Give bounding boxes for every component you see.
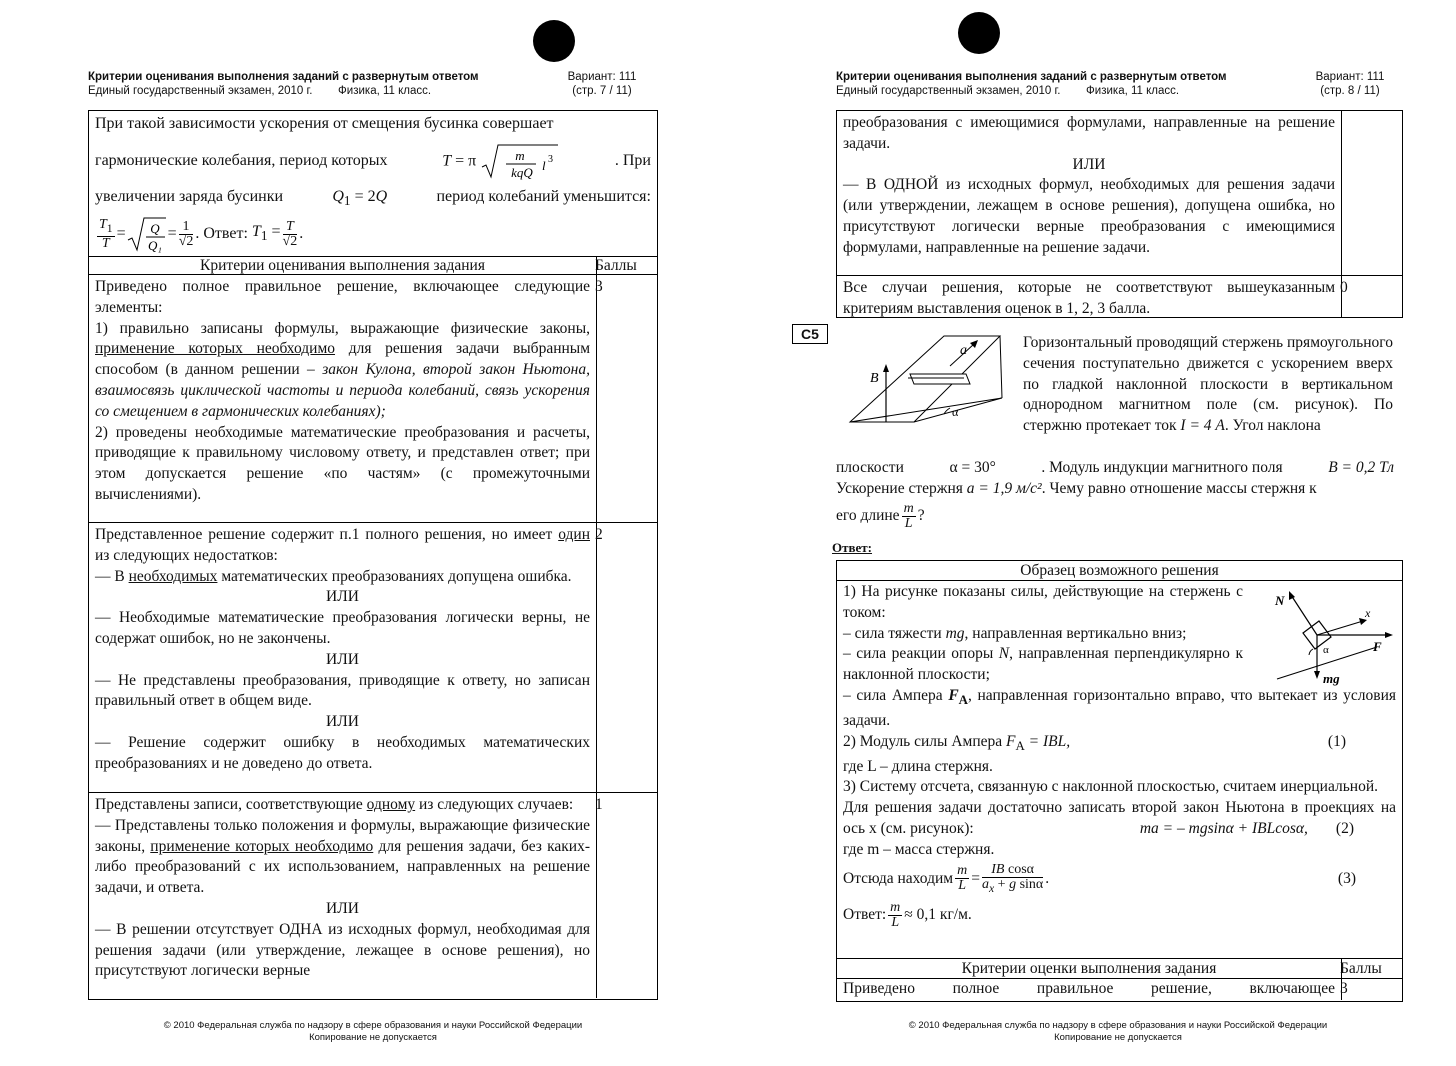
r3-text-1 — [95, 795, 590, 816]
punch-hole — [533, 20, 575, 62]
solution-line-2-text: гармонические колебания, период которых — [95, 152, 388, 170]
solution-line-2-end: . При — [614, 152, 651, 170]
right-page — [728, 0, 1456, 1066]
r2-text-1b: из следующих недостатков: — [95, 546, 278, 564]
score-column-header: Баллы — [595, 257, 637, 274]
answer-m-over-L: $\frac{m}{L}$ — [890, 900, 901, 931]
score-column-header: Баллы — [1340, 960, 1382, 977]
period-formula: T = π m kqQ l 3 — [442, 143, 560, 181]
criteria-table — [88, 110, 658, 1000]
r2-text-4: — Не представлены преобразования, приводящие к ответу, но записан правильный ответ в общем виде. — [95, 671, 590, 710]
sol-mass-def: где m – масса стержня. — [843, 840, 995, 858]
r3-text-3: — В решении отсутствует ОДНА из исходных формул, необходимая для решения задачи (или утверждение, лежащее в основе решения), но присутствуют логически верные — [95, 920, 590, 980]
page-header — [836, 70, 1396, 98]
task-text-bottom — [836, 458, 1394, 531]
criteria-row-1-score: 1 — [595, 796, 603, 813]
ampere-force-label: F — [1373, 639, 1382, 654]
footer-copyright: © 2010 Федеральная служба по надзору в сфере образования и науки Российской Федерации — [163, 1020, 583, 1031]
task-text-4b: . Чему равно отношение массы стержня к — [1041, 479, 1317, 497]
criteria-row-3-text: Приведено полное правильное решение, включающее — [837, 979, 1342, 1000]
solution-block — [89, 111, 657, 257]
r2-text-1u: один — [558, 526, 590, 543]
svg-text:m: m — [515, 147, 525, 163]
solution-line-1: При такой зависимости ускорения от смещения бусинка совершает — [95, 115, 554, 132]
criteria-column-header: Критерии оценивания выполнения задания — [89, 257, 597, 274]
page-footer — [88, 1020, 658, 1044]
eq-number-3: (3) — [1337, 869, 1356, 887]
criteria-row-3 — [837, 979, 1402, 1000]
svg-text:Q: Q — [149, 220, 160, 236]
sol-normal-a: – сила реакции опоры — [843, 645, 994, 663]
task-text-3a: плоскости — [836, 459, 904, 476]
ili-separator: ИЛИ — [326, 588, 359, 606]
solution-table — [836, 560, 1403, 1002]
answer-fraction: $\frac{T}{√2}$ — [282, 219, 298, 250]
criteria-header-row — [89, 257, 657, 275]
r1-text-3: 2) проведены необходимые математические преобразования и расчеты, приводящие к правильному числовому ответу, и представлен ответ; при этом допускается решение «по частям» (с промежуточными вычислениями). — [95, 423, 590, 503]
force-diagram — [1267, 587, 1397, 687]
header-title: Критерии оценивания выполнения заданий с развернутым ответом — [836, 71, 1227, 83]
cont-text-2: — В ОДНОЙ из исходных формул, необходимых для решения задачи (или утверждении, лежащем в основе решения), допущена ошибка, но присутствуют логически верные преобразования с имеющимися формулами, направленные на решение задачи. — [843, 176, 1335, 256]
sol-normal-b: , направленная перпендикулярно к наклонной плоскости; — [843, 645, 1243, 684]
task-line-question: его длине $\frac{m}{L}$ ? — [836, 500, 925, 531]
criteria-row-0-score: 0 — [1340, 279, 1348, 296]
criteria-row-3-text — [89, 275, 597, 522]
task-text-1: Горизонтальный проводящий стержень прямоугольного сечения поступательно движется с ускорением вверх по гладкой наклонной плоскости в вертикальном однородном магнитном поле (см. рисунок). По стержню протекает ток — [1023, 334, 1393, 435]
footer-notice: Копирование не допускается — [1054, 1032, 1182, 1043]
answer-label: . Ответ: — [195, 225, 248, 243]
accel-value: a = 1,9 м/с² — [966, 479, 1042, 497]
task-label: C5 — [792, 324, 828, 344]
footer-notice: Копирование не допускается — [309, 1032, 437, 1043]
header-variant-block — [556, 70, 648, 98]
r1-text-2a: 1) правильно записаны формулы, выражающие физические законы, — [95, 319, 590, 337]
criteria-row-1-continued-text — [837, 111, 1342, 275]
criteria-row-1-continued — [837, 111, 1402, 276]
r1-text-2i: закон Кулона, второй закон Ньютона, взаимосвязь циклической частоты и периода колебаний, связь ускорения со смещением в гармонических колебаниях); — [95, 361, 590, 420]
solution-line-2 — [95, 143, 651, 181]
page-header — [88, 70, 648, 98]
cont-text-1: преобразования с имеющимися формулами, направленные на решение задачи. — [843, 114, 1335, 152]
task-line-angle — [836, 458, 1394, 479]
svg-text:l: l — [542, 157, 546, 173]
task-text-4a: Ускорение стержня — [836, 479, 963, 497]
sol-result: Отсюда находим $\frac{m}{L}$ = $\frac{\text{IB cosα}}{a_x + g \sin\alpha}$ . (3) — [843, 861, 1356, 895]
sol-normal — [843, 644, 1243, 686]
sol-ampere-b: , направленная горизонтально вправо, что вытекает из условия задачи. — [843, 686, 1396, 729]
r1-text-2 — [95, 319, 590, 423]
m-over-L: $\frac{m}{L}$ — [957, 863, 968, 894]
criteria-row-0 — [837, 276, 1402, 317]
x-axis-label: x — [1365, 606, 1371, 620]
field-value: B = 0,2 Тл — [1328, 459, 1394, 476]
header-subject: Физика, 11 класс. — [338, 85, 432, 97]
r1-text-1: Приведено полное правильное решение, включающее следующие элементы: — [95, 278, 590, 316]
criteria-row-2-score: 2 — [595, 526, 603, 543]
result-fraction: $\frac{\text{IB cosα}}{a_x + g \sin\alpha}$ — [981, 861, 1044, 895]
sol-ampere-a: – сила Ампера — [843, 686, 943, 704]
criteria-header-row — [837, 959, 1402, 979]
r2-text-2u: необходимых — [128, 567, 218, 585]
angle-label: α — [1323, 644, 1329, 656]
header-page-number: (стр. 8 / 11) — [1320, 85, 1380, 97]
task-line-accel — [836, 479, 1394, 500]
solution-text — [89, 111, 657, 257]
r3-text-1u: одному — [366, 796, 416, 813]
sol-step-2: 2) Модуль силы Ампера $F_A$ = IBL, (1) — [843, 732, 1396, 757]
current-value: I = 4 А — [1180, 417, 1225, 435]
ili-separator: ИЛИ — [326, 899, 359, 917]
r3-text-1b: из следующих случаев: — [419, 796, 574, 813]
sol-step-1: 1) На рисунке показаны силы, действующие на стержень с током: — [843, 583, 1243, 621]
criteria-row-0-text: Все случаи решения, которые не соответствуют вышеуказанным критериям выставления оценок в 1, 2, 3 балла. — [837, 276, 1342, 317]
sol-gravity — [843, 624, 1243, 645]
header-page-number: (стр. 7 / 11) — [572, 85, 632, 97]
r2-text-1a: Представленное решение содержит п.1 полного решения, но имеет — [95, 526, 553, 543]
r2-text-5: — Решение содержит ошибку в необходимых математических преобразованиях и не доведено до ответа. — [95, 733, 590, 772]
criteria-row-3 — [89, 275, 657, 523]
header-variant-block — [1304, 70, 1396, 98]
r2-text-3: — Необходимые математические преобразования логически верны, не содержат ошибок, но не закончены. — [95, 609, 590, 647]
ili-separator: ИЛИ — [326, 713, 359, 731]
header-variant: Вариант: 111 — [567, 71, 637, 83]
eq-number-1: (1) — [1327, 732, 1346, 750]
sol-gravity-b: , направленная вертикально вниз; — [964, 624, 1187, 642]
punch-hole — [958, 12, 1000, 54]
sol-ampere-f: F — [948, 686, 959, 704]
r2-text-1 — [95, 525, 590, 567]
sol-step-2-b: = IBL, — [1028, 732, 1071, 750]
sqrt-ratio — [126, 216, 168, 254]
header-exam: Единый государственный экзамен, 2010 г. — [836, 85, 1061, 97]
field-B-label: B — [870, 371, 879, 386]
page-footer — [828, 1020, 1408, 1044]
solution-body — [837, 581, 1402, 959]
charge-formula: $Q_1 = 2Q$ — [332, 187, 388, 208]
sol-result-text: Отсюда находим — [843, 869, 954, 887]
header-variant: Вариант: 111 — [1315, 71, 1385, 83]
sol-answer-value: ≈ 0,1 кг/м. — [904, 906, 972, 924]
criteria-row-2 — [89, 523, 657, 793]
task-text-3b: . Модуль индукции магнитного поля — [1041, 459, 1283, 476]
sol-ampere: – сила Ампера $F_A$, направленная горизонтально вправо, что вытекает из условия задачи. — [843, 686, 1396, 729]
solution-line-3-text: увеличении заряда бусинки — [95, 187, 284, 205]
header-exam: Единый государственный экзамен, 2010 г. — [88, 85, 313, 97]
solution-answer-line: $\frac{T_1}{T}$ = Q Q₁ = $\frac{1}{√2}$ . Ответ: $T_1$ = $\frac{T}{√2}$ . — [99, 217, 304, 253]
criteria-row-3-score: 3 — [595, 278, 603, 295]
angle-value: α = 30° — [949, 459, 996, 476]
criteria-row-2-text — [89, 523, 597, 792]
solution-line-3-end: период колебаний уменьшится: — [436, 187, 651, 205]
sol-newton: Для решения задачи достаточно записать второй закон Ньютона в проекциях на ось x (см. рисунок): — [843, 799, 1396, 837]
criteria-column-header: Критерии оценки выполнения задания — [837, 959, 1342, 978]
svg-text:3: 3 — [548, 153, 554, 165]
ili-separator: ИЛИ — [1072, 155, 1106, 173]
r2-text-2a: — В — [95, 567, 125, 585]
sol-gravity-m: mg — [945, 624, 965, 642]
r3-text-2u: применение которых необходимо — [150, 837, 374, 855]
ratio-fraction: $\frac{T_1}{T}$ — [99, 217, 113, 252]
normal-force-label: N — [1275, 593, 1285, 608]
criteria-row-3-score: 3 — [1340, 980, 1348, 997]
header-title: Критерии оценивания выполнения заданий с развернутым ответом — [88, 71, 479, 83]
r1-text-2b: для решения задачи выбранным способом (в данном решении – — [95, 340, 591, 379]
sol-step-2-a: 2) Модуль силы Ампера — [843, 732, 1003, 750]
task-text-2: . Угол наклона — [1224, 417, 1321, 435]
sol-gravity-a: – сила тяжести — [843, 624, 942, 642]
solution-line-3 — [95, 187, 651, 212]
sol-normal-n: N — [998, 645, 1010, 663]
task-text-5: его длине — [836, 506, 900, 524]
newton-equation: ma = – mgsinα + IBLcosα, — [1139, 819, 1308, 837]
sol-step-2-f: F — [1006, 732, 1016, 750]
header-subject: Физика, 11 класс. — [1086, 85, 1180, 97]
sol-answer — [843, 901, 1396, 930]
accel-a-label: a — [960, 343, 967, 358]
r3-text-1a: Представлены записи, соответствующие — [95, 796, 363, 813]
r1-text-2u: применение которых необходимо — [95, 340, 336, 358]
one-over-sqrt2: $\frac{1}{√2}$ — [178, 219, 194, 250]
r2-text-2 — [95, 567, 590, 588]
r3-text-2b: для решения задачи, без каких-либо преобразований с их использованием, направленных на решение задачи, и ответа. — [95, 837, 590, 897]
sol-length-def: где L – длина стержня. — [843, 757, 993, 775]
criteria-table-continued — [836, 110, 1403, 318]
sol-answer-label: Ответ: — [843, 906, 887, 924]
criteria-row-1 — [89, 793, 657, 998]
criteria-row-1-text — [89, 793, 597, 998]
sol-step-3: 3) Систему отсчета, связанную с наклонной плоскостью, считаем инерциальной. — [843, 778, 1378, 796]
task-text-right — [1023, 333, 1393, 437]
svg-text:Q₁: Q₁ — [147, 237, 162, 253]
gravity-label: mg — [1323, 671, 1340, 686]
footer-copyright: © 2010 Федеральная служба по надзору в сфере образования и науки Российской Федерации — [908, 1020, 1328, 1031]
ili-separator: ИЛИ — [326, 650, 359, 668]
angle-label: α — [952, 405, 959, 419]
m-over-L-fraction: $\frac{m}{L}$ — [903, 500, 914, 531]
eq-number-2: (2) — [1335, 819, 1354, 837]
incline-figure — [846, 330, 1014, 440]
r3-text-2a: — Представлены только положения и формулы, выражающие физические законы, — [95, 816, 590, 855]
solution-header: Образец возможного решения — [837, 561, 1402, 581]
answer-label: Ответ: — [832, 540, 873, 555]
r3-text-2 — [95, 816, 590, 899]
svg-text:kqQ: kqQ — [511, 164, 534, 180]
r2-text-2b: математических преобразованиях допущена ошибка. — [221, 567, 572, 585]
